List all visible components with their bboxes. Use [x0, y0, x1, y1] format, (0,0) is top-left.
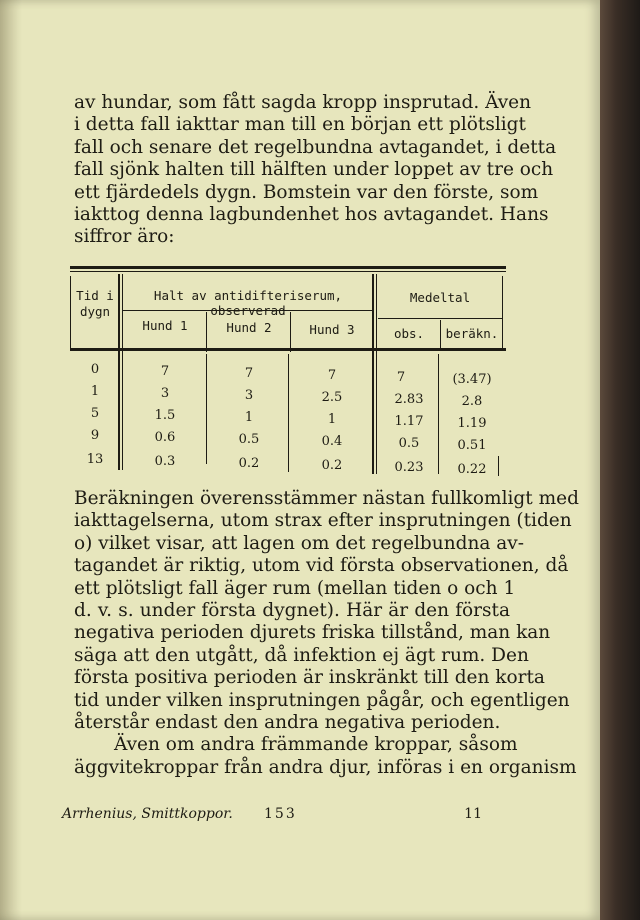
- text-line: äggvitekroppar från andra djur, införas i en organism: [74, 756, 577, 778]
- page-number: 153: [264, 806, 297, 822]
- table-top-rule-thin: [70, 271, 506, 272]
- text-line: iakttagelserna, utom strax efter insprutningen (tiden: [74, 510, 572, 532]
- table-top-rule: [70, 266, 506, 269]
- cell-berakn: 2.8: [461, 394, 483, 409]
- text-line: av hundar, som fått sagda kropp insprutad. Även: [74, 92, 532, 113]
- header-time: Tid i dygn: [76, 288, 114, 319]
- text-line: fall och senare det regelbundna avtagandet, i detta: [74, 136, 557, 158]
- text-line: tagandet är riktig, utom vid första observationen, då: [74, 555, 569, 577]
- cell-hund2: 0.5: [238, 432, 260, 447]
- text-line: i detta fall iakttar man till en början ett plötsligt: [74, 114, 526, 136]
- header-group: Halt av antidifteriserum, observerad: [153, 288, 343, 318]
- left-border: [70, 276, 71, 348]
- cell-hund1: 1.5: [154, 408, 176, 423]
- cell-berakn: 1.19: [457, 416, 487, 431]
- text-line: o) vilket visar, att lagen om det regelbundna av-: [74, 532, 525, 554]
- intro-paragraph: [74, 92, 557, 249]
- cell-hund2: 0.2: [238, 456, 260, 471]
- cell-time: 0: [90, 362, 100, 377]
- header-hund1: Hund 1: [142, 318, 188, 333]
- col-rule: [122, 274, 123, 470]
- text-line: d. v. s. under första dygnet). Här är den första: [74, 600, 510, 622]
- col-rule: [376, 274, 377, 474]
- text-line: ett fjärdedels dygn. Bomstein var den förste, som: [74, 181, 539, 203]
- data-table: [70, 266, 506, 476]
- cell-obs: 0.23: [394, 460, 424, 475]
- text-line: återstår endast den andra negativa perioden.: [74, 712, 501, 734]
- signature-mark: 11: [464, 806, 482, 822]
- book-cover-edge: [600, 0, 640, 920]
- cell-obs: 1.17: [394, 414, 424, 429]
- cell-hund1: 7: [160, 364, 170, 379]
- cell-hund2: 7: [244, 366, 254, 381]
- cell-obs: 7: [396, 370, 406, 385]
- cell-hund3: 7: [327, 368, 337, 383]
- cell-hund3: 2.5: [321, 390, 343, 405]
- col-rule: [206, 354, 207, 464]
- spine-shadow: [0, 0, 22, 920]
- text-line: tid under vilken insprutningen pågår, och egentligen: [74, 689, 570, 711]
- header-berakn: beräkn.: [445, 326, 499, 341]
- text-line: siffror äro:: [74, 226, 175, 248]
- text-line: säga att den utgått, då infektion ej ägt rum. Den: [74, 644, 529, 666]
- cell-hund1: 0.3: [154, 454, 176, 469]
- text-line: negativa perioden djurets friska tillstånd, man kan: [74, 622, 551, 644]
- header-obs: obs.: [393, 326, 425, 341]
- cell-hund3: 0.2: [321, 458, 343, 473]
- cell-time: 9: [90, 428, 100, 443]
- header-hund3: Hund 3: [309, 322, 355, 337]
- col-rule: [206, 312, 207, 352]
- text-line: första positiva perioden är inskränkt till den korta: [74, 667, 545, 689]
- cell-berakn: 0.22: [457, 462, 487, 477]
- body-paragraph: [74, 488, 579, 779]
- cell-berakn: (3.47): [452, 372, 492, 387]
- col-rule: [440, 320, 441, 350]
- text-line: fall sjönk halten till hälften under loppet av tre och: [74, 159, 554, 181]
- cell-time: 13: [86, 452, 104, 467]
- cell-hund3: 0.4: [321, 434, 343, 449]
- cell-hund2: 3: [244, 388, 254, 403]
- col-rule: [372, 274, 374, 474]
- header-divider-mean: [378, 318, 502, 319]
- cell-hund2: 1: [244, 410, 254, 425]
- text-line: Beräkningen överensstämmer nästan fullkomligt med: [74, 488, 579, 509]
- cell-hund1: 0.6: [154, 430, 176, 445]
- header-hund2: Hund 2: [226, 320, 272, 335]
- text-line: Även om andra främmande kroppar, såsom: [114, 734, 518, 756]
- text-line: ett plötsligt fall äger rum (mellan tiden o och 1: [74, 577, 516, 599]
- right-border: [502, 276, 503, 348]
- cell-time: 1: [90, 384, 100, 399]
- cell-time: 5: [90, 406, 100, 421]
- text-line: iakttog denna lagbundenhet hos avtagandet. Hans: [74, 204, 549, 226]
- cell-hund1: 3: [160, 386, 170, 401]
- col-rule: [290, 312, 291, 352]
- running-footer-title: Arrhenius, Smittkoppor.: [62, 806, 233, 822]
- header-mean: Medeltal: [409, 290, 471, 305]
- cell-obs: 2.83: [394, 392, 424, 407]
- cell-obs: 0.5: [398, 436, 420, 451]
- col-rule: [118, 274, 120, 470]
- cell-hund3: 1: [327, 412, 337, 427]
- cell-berakn: 0.51: [457, 438, 487, 453]
